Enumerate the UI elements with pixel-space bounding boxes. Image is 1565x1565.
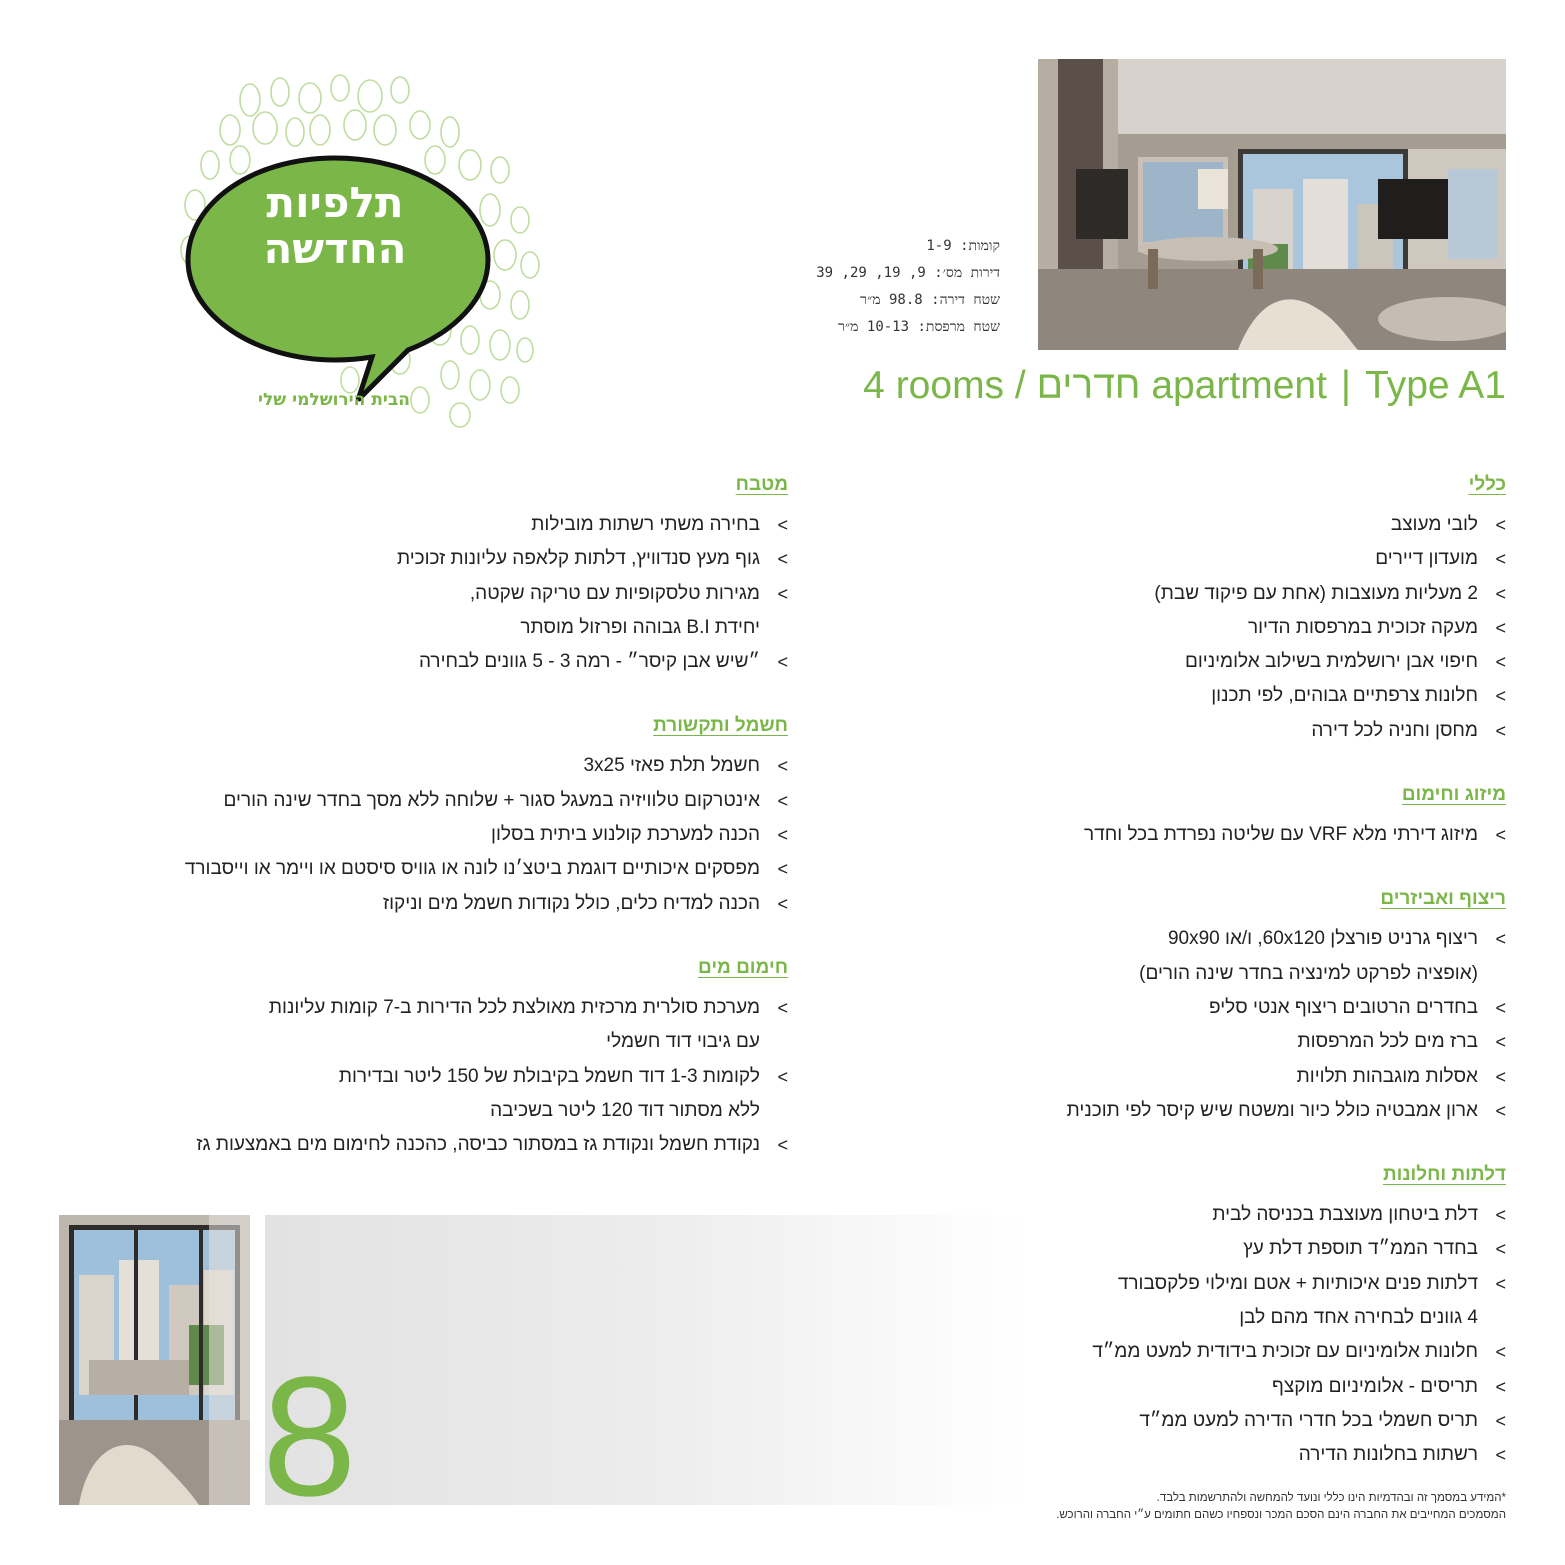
spec-item-text: מחסן וחניה לכל דירה xyxy=(1311,719,1478,741)
spec-item xyxy=(1036,1025,1506,1059)
bullet-arrow-icon: > xyxy=(1495,1205,1506,1226)
spec-item xyxy=(1036,1094,1506,1128)
disclaimer-line-2: המסמכים המחייבים את החברה הינם הסכם המכר ונספחיו כשהם חתומים ע״י החברה והרוכש. xyxy=(1056,1509,1506,1521)
spec-item xyxy=(108,818,788,852)
spec-item-text: דלתות פנים איכותיות + אטם ומילוי פלקסבורד xyxy=(1117,1272,1478,1294)
spec-item-text: חיפוי אבן ירושלמית בשילוב אלומיניום xyxy=(1184,651,1478,673)
spec-item-text: מועדון דיירים xyxy=(1375,548,1478,570)
spec-item-text: בחדרים הרטובים ריצוף אנטי סליפ xyxy=(1209,996,1478,1018)
spec-item xyxy=(1036,714,1506,748)
spec-item-text: אסלות מוגבהות תלויות xyxy=(1296,1065,1478,1087)
spec-section xyxy=(108,715,788,920)
spec-item xyxy=(1036,1438,1506,1472)
page-number-panel xyxy=(265,1215,1025,1505)
spec-item xyxy=(108,749,788,783)
spec-item-continuation: (אופציה לפרקט למינציה בחדר שינה הורים) xyxy=(1139,962,1478,984)
spec-item xyxy=(1036,611,1506,645)
apartment-details xyxy=(740,233,1000,341)
section-title: מיזוג וחימום xyxy=(1401,784,1506,806)
heading-rooms: 4 rooms / חדרים apartment xyxy=(863,364,1327,407)
spec-item xyxy=(108,508,788,542)
spec-item-text: ארון אמבטיה כולל כיור ומשטח שיש קיסר לפי תוכנית xyxy=(1066,1099,1478,1121)
spec-item-text: לובי מעוצב xyxy=(1390,514,1478,535)
disclaimer xyxy=(806,1490,1506,1524)
spec-section xyxy=(108,474,788,679)
specs-column-left xyxy=(108,474,788,1198)
spec-item xyxy=(1036,1232,1506,1266)
spec-item xyxy=(108,1128,788,1162)
project-logo xyxy=(170,70,550,430)
bullet-arrow-icon: > xyxy=(777,652,788,673)
bullet-arrow-icon: > xyxy=(777,756,788,777)
bullet-arrow-icon: > xyxy=(1495,549,1506,570)
heading-separator: | xyxy=(1340,364,1352,407)
bullet-arrow-icon: > xyxy=(1495,929,1506,950)
spec-item xyxy=(108,577,788,646)
details-apartment-numbers: דירות מס׳: 9, 19, 29, 39 xyxy=(816,265,1000,281)
spec-section xyxy=(1036,888,1506,1128)
spec-item-text: מגירות טלסקופיות עם טריקה שקטה, xyxy=(469,582,760,604)
spec-item-text: רשתות בחלונות הדירה xyxy=(1298,1444,1478,1466)
spec-item-text: גוף מעץ סנדוויץ, דלתות קלאפה עליונות זכוכית xyxy=(396,548,760,570)
spec-item-text: תריס חשמלי בכל חדרי הדירה למעט ממ״ד xyxy=(1139,1409,1478,1431)
bullet-arrow-icon: > xyxy=(1495,1376,1506,1397)
bullet-arrow-icon: > xyxy=(777,893,788,914)
spec-section xyxy=(108,957,788,1162)
spec-item-text: הכנה למערכת קולנוע ביתית בסלון xyxy=(491,824,760,846)
spec-item-text: הכנה למדיח כלים, כולל נקודות חשמל מים וניקוז xyxy=(382,892,760,914)
spec-item xyxy=(1036,542,1506,576)
spec-item-text: לקומות 1-3 דוד חשמל בקיבולת של 150 ליטר ובדירות xyxy=(338,1065,760,1087)
section-title: ריצוף ואביזרים xyxy=(1380,888,1506,910)
bullet-arrow-icon: > xyxy=(1495,515,1506,535)
heading-type: Type A1 xyxy=(1365,364,1506,407)
logo-tagline: הבית הירושלמי שלי xyxy=(258,390,410,410)
section-title: כללי xyxy=(1468,474,1506,495)
spec-item xyxy=(108,887,788,921)
spec-section xyxy=(1036,1164,1506,1472)
spec-item-text: נקודת חשמל ונקודת גז במסתור כביסה, כהכנה לחימום מים באמצעות גז xyxy=(196,1134,760,1156)
bullet-arrow-icon: > xyxy=(1495,583,1506,604)
bullet-arrow-icon: > xyxy=(777,515,788,535)
logo-title-line-2: החדשה xyxy=(263,224,407,273)
spec-item-text: בחדר הממ״ד תוספת דלת עץ xyxy=(1243,1238,1478,1260)
details-apartment-area: שטח דירה: 98.8 מ״ר xyxy=(860,292,1000,308)
spec-item xyxy=(1036,1060,1506,1094)
section-title: מטבח xyxy=(735,474,788,495)
details-floors: קומות: 1-9 xyxy=(926,238,1000,254)
spec-item xyxy=(1036,1370,1506,1404)
bullet-arrow-icon: > xyxy=(1495,1273,1506,1294)
bullet-arrow-icon: > xyxy=(1495,1032,1506,1053)
spec-item xyxy=(1036,1404,1506,1438)
spec-item-text: תריסים - אלומיניום מוקצף xyxy=(1272,1375,1478,1397)
spec-item-text: בחירה משתי רשתות מובילות xyxy=(531,514,760,535)
spec-item xyxy=(1036,1198,1506,1232)
page-number: 8 xyxy=(262,1342,357,1532)
spec-item xyxy=(1036,679,1506,713)
bullet-arrow-icon: > xyxy=(1495,1239,1506,1260)
spec-item xyxy=(1036,818,1506,852)
bullet-arrow-icon: > xyxy=(1495,686,1506,707)
bullet-arrow-icon: > xyxy=(1495,1342,1506,1363)
bullet-arrow-icon: > xyxy=(777,997,788,1018)
bullet-arrow-icon: > xyxy=(1495,652,1506,673)
bullet-arrow-icon: > xyxy=(1495,617,1506,638)
bullet-arrow-icon: > xyxy=(1495,1410,1506,1431)
spec-item xyxy=(108,542,788,576)
bullet-arrow-icon: > xyxy=(777,1135,788,1156)
spec-item-text: מיזוג דירתי מלא VRF עם שליטה נפרדת בכל וחדר xyxy=(1084,824,1478,846)
spec-item-text: אינטרקום טלוויזיה במעגל סגור + שלוחה ללא מסך בחדר שינה הורים xyxy=(223,789,760,811)
spec-section xyxy=(1036,784,1506,852)
spec-item xyxy=(1036,922,1506,991)
bullet-arrow-icon: > xyxy=(1495,1445,1506,1466)
spec-item-text: חשמל תלת פאזי 3x25 xyxy=(583,755,760,777)
spec-item xyxy=(1036,1267,1506,1336)
section-title: חשמל ותקשורת xyxy=(653,715,788,737)
spec-item xyxy=(108,991,788,1060)
spec-item-text: מעקה זכוכית במרפסות הדיור xyxy=(1247,616,1478,638)
spec-item-continuation: יחידת B.I גבוהה ופרזול מוסתר xyxy=(520,616,760,638)
disclaimer-line-1: *המידע במסמך זה ובהדמיות הינו כללי ונועד להמחשה ולהתרשמות בלבד. xyxy=(1156,1492,1506,1504)
spec-item xyxy=(1036,508,1506,542)
spec-item-text: חלונות אלומיניום עם זכוכית בידודית למעט ממ״ד xyxy=(1092,1341,1478,1363)
bullet-arrow-icon: > xyxy=(777,859,788,880)
balcony-photo xyxy=(59,1215,250,1505)
bullet-arrow-icon: > xyxy=(1495,997,1506,1018)
bullet-arrow-icon: > xyxy=(777,790,788,811)
page-heading xyxy=(863,364,1506,408)
bullet-arrow-icon: > xyxy=(777,825,788,846)
spec-item-text: דלת ביטחון מעוצבת בכניסה לבית xyxy=(1212,1204,1478,1226)
bullet-arrow-icon: > xyxy=(777,583,788,604)
spec-item-continuation: 4 גוונים לבחירה אחד מהם לבן xyxy=(1239,1307,1478,1329)
spec-item-text: חלונות צרפתיים גבוהים, לפי תכנון xyxy=(1211,685,1478,707)
specs-column-right xyxy=(1036,474,1506,1509)
bullet-arrow-icon: > xyxy=(1495,1066,1506,1087)
bullet-arrow-icon: > xyxy=(1495,1100,1506,1121)
apartment-interior-photo xyxy=(1038,59,1506,350)
bullet-arrow-icon: > xyxy=(777,549,788,570)
bullet-arrow-icon: > xyxy=(1495,825,1506,846)
section-title: דלתות וחלונות xyxy=(1382,1164,1506,1186)
bullet-arrow-icon: > xyxy=(777,1066,788,1087)
logo-title-line-1: תלפיות xyxy=(266,178,404,227)
spec-item-text: 2 מעליות מעוצבות (אחת עם פיקוד שבת) xyxy=(1154,582,1478,604)
bullet-arrow-icon: > xyxy=(1495,720,1506,741)
spec-item xyxy=(1036,645,1506,679)
spec-item xyxy=(108,852,788,886)
details-balcony-area: שטח מרפסת: 10-13 מ״ר xyxy=(837,319,1000,335)
spec-item-continuation: ללא מסתור דוד 120 ליטר בשכיבה xyxy=(490,1099,760,1121)
spec-item xyxy=(108,645,788,679)
spec-item-text: מפסקים איכותיים דוגמת ביטצ׳נו לונה או גוויס סיסטם או ויימר או וייסבורד xyxy=(184,858,760,880)
logo-title xyxy=(220,180,450,272)
spec-item-text: ריצוף גרניט פורצלן 60x120, ו/או 90x90 xyxy=(1167,928,1478,950)
spec-item-text: מערכת סולרית מרכזית מאולצת לכל הדירות ב-7 קומות עליונות xyxy=(268,996,760,1018)
spec-item-continuation: עם גיבוי דוד חשמלי xyxy=(606,1031,760,1053)
spec-section xyxy=(1036,474,1506,748)
spec-item xyxy=(1036,1335,1506,1369)
spec-item xyxy=(1036,577,1506,611)
spec-item xyxy=(108,784,788,818)
spec-item xyxy=(108,1060,788,1129)
spec-item-text: ״שיש אבן קיסר״ - רמה 3 - 5 גוונים לבחירה xyxy=(418,651,760,673)
section-title: חימום מים xyxy=(698,956,788,978)
spec-item xyxy=(1036,991,1506,1025)
spec-item-text: ברז מים לכל המרפסות xyxy=(1297,1031,1478,1053)
